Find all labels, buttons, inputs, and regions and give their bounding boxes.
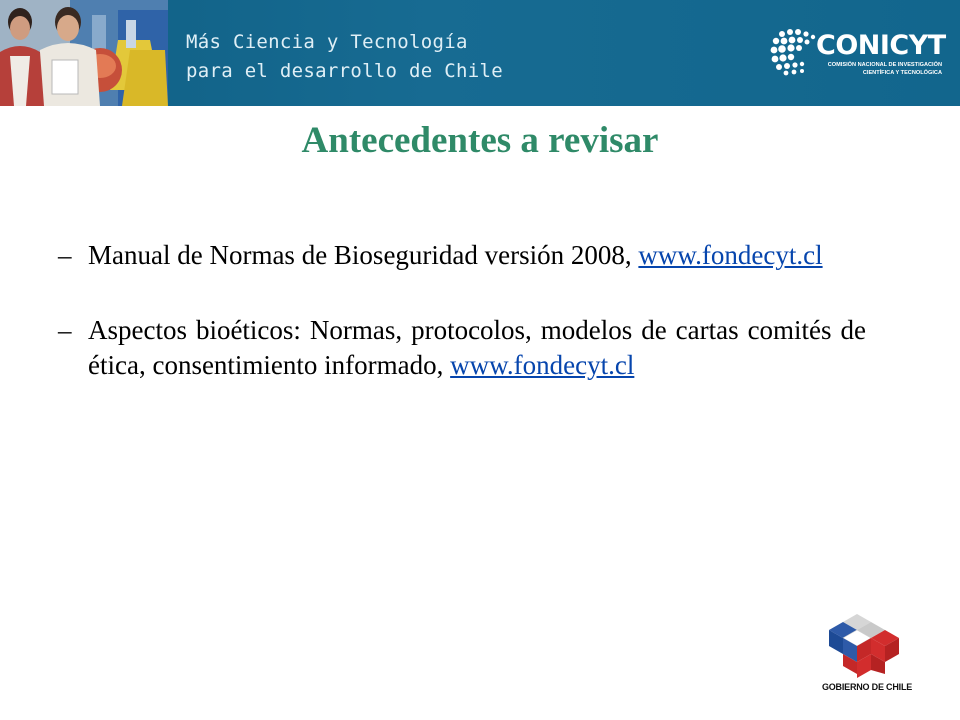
conicyt-subtitle-line-1: COMISIÓN NACIONAL DE INVESTIGACIÓN	[827, 62, 942, 68]
gobierno-de-chile-logo	[812, 612, 922, 712]
header-photo	[0, 0, 168, 106]
gobierno-de-chile-text: GOBIERNO DE CHILE	[821, 682, 913, 692]
tagline-line-1: Más Ciencia y Tecnología	[186, 31, 468, 53]
tagline-line-2: para el desarrollo de Chile	[186, 60, 503, 82]
bullet-dash: –	[58, 240, 72, 270]
fondecyt-link[interactable]: www.fondecyt.cl	[638, 240, 823, 270]
gobierno-cube-icon	[812, 612, 922, 678]
bullet-text: Aspectos bioéticos: Normas, protocolos, modelos de cartas comités de ética, consentimiento informado,	[88, 315, 866, 380]
conicyt-subtitle	[814, 61, 942, 77]
slide-title: Antecedentes a revisar	[301, 120, 659, 161]
bullet-dash: –	[58, 315, 72, 345]
conicyt-dots-icon	[770, 28, 820, 78]
bullet-list	[58, 238, 866, 383]
conicyt-logo	[770, 28, 945, 86]
fondecyt-link[interactable]: www.fondecyt.cl	[450, 350, 635, 380]
bullet-text: Manual de Normas de Bioseguridad versión 2008,	[88, 240, 639, 270]
header-banner	[0, 0, 960, 106]
bullet-item	[58, 313, 866, 383]
bullet-item	[58, 238, 866, 273]
conicyt-subtitle-line-2: CIENTÍFICA Y TECNOLÓGICA	[862, 70, 942, 76]
conicyt-wordmark: CONICYT	[816, 30, 946, 61]
header-tagline	[186, 28, 503, 86]
